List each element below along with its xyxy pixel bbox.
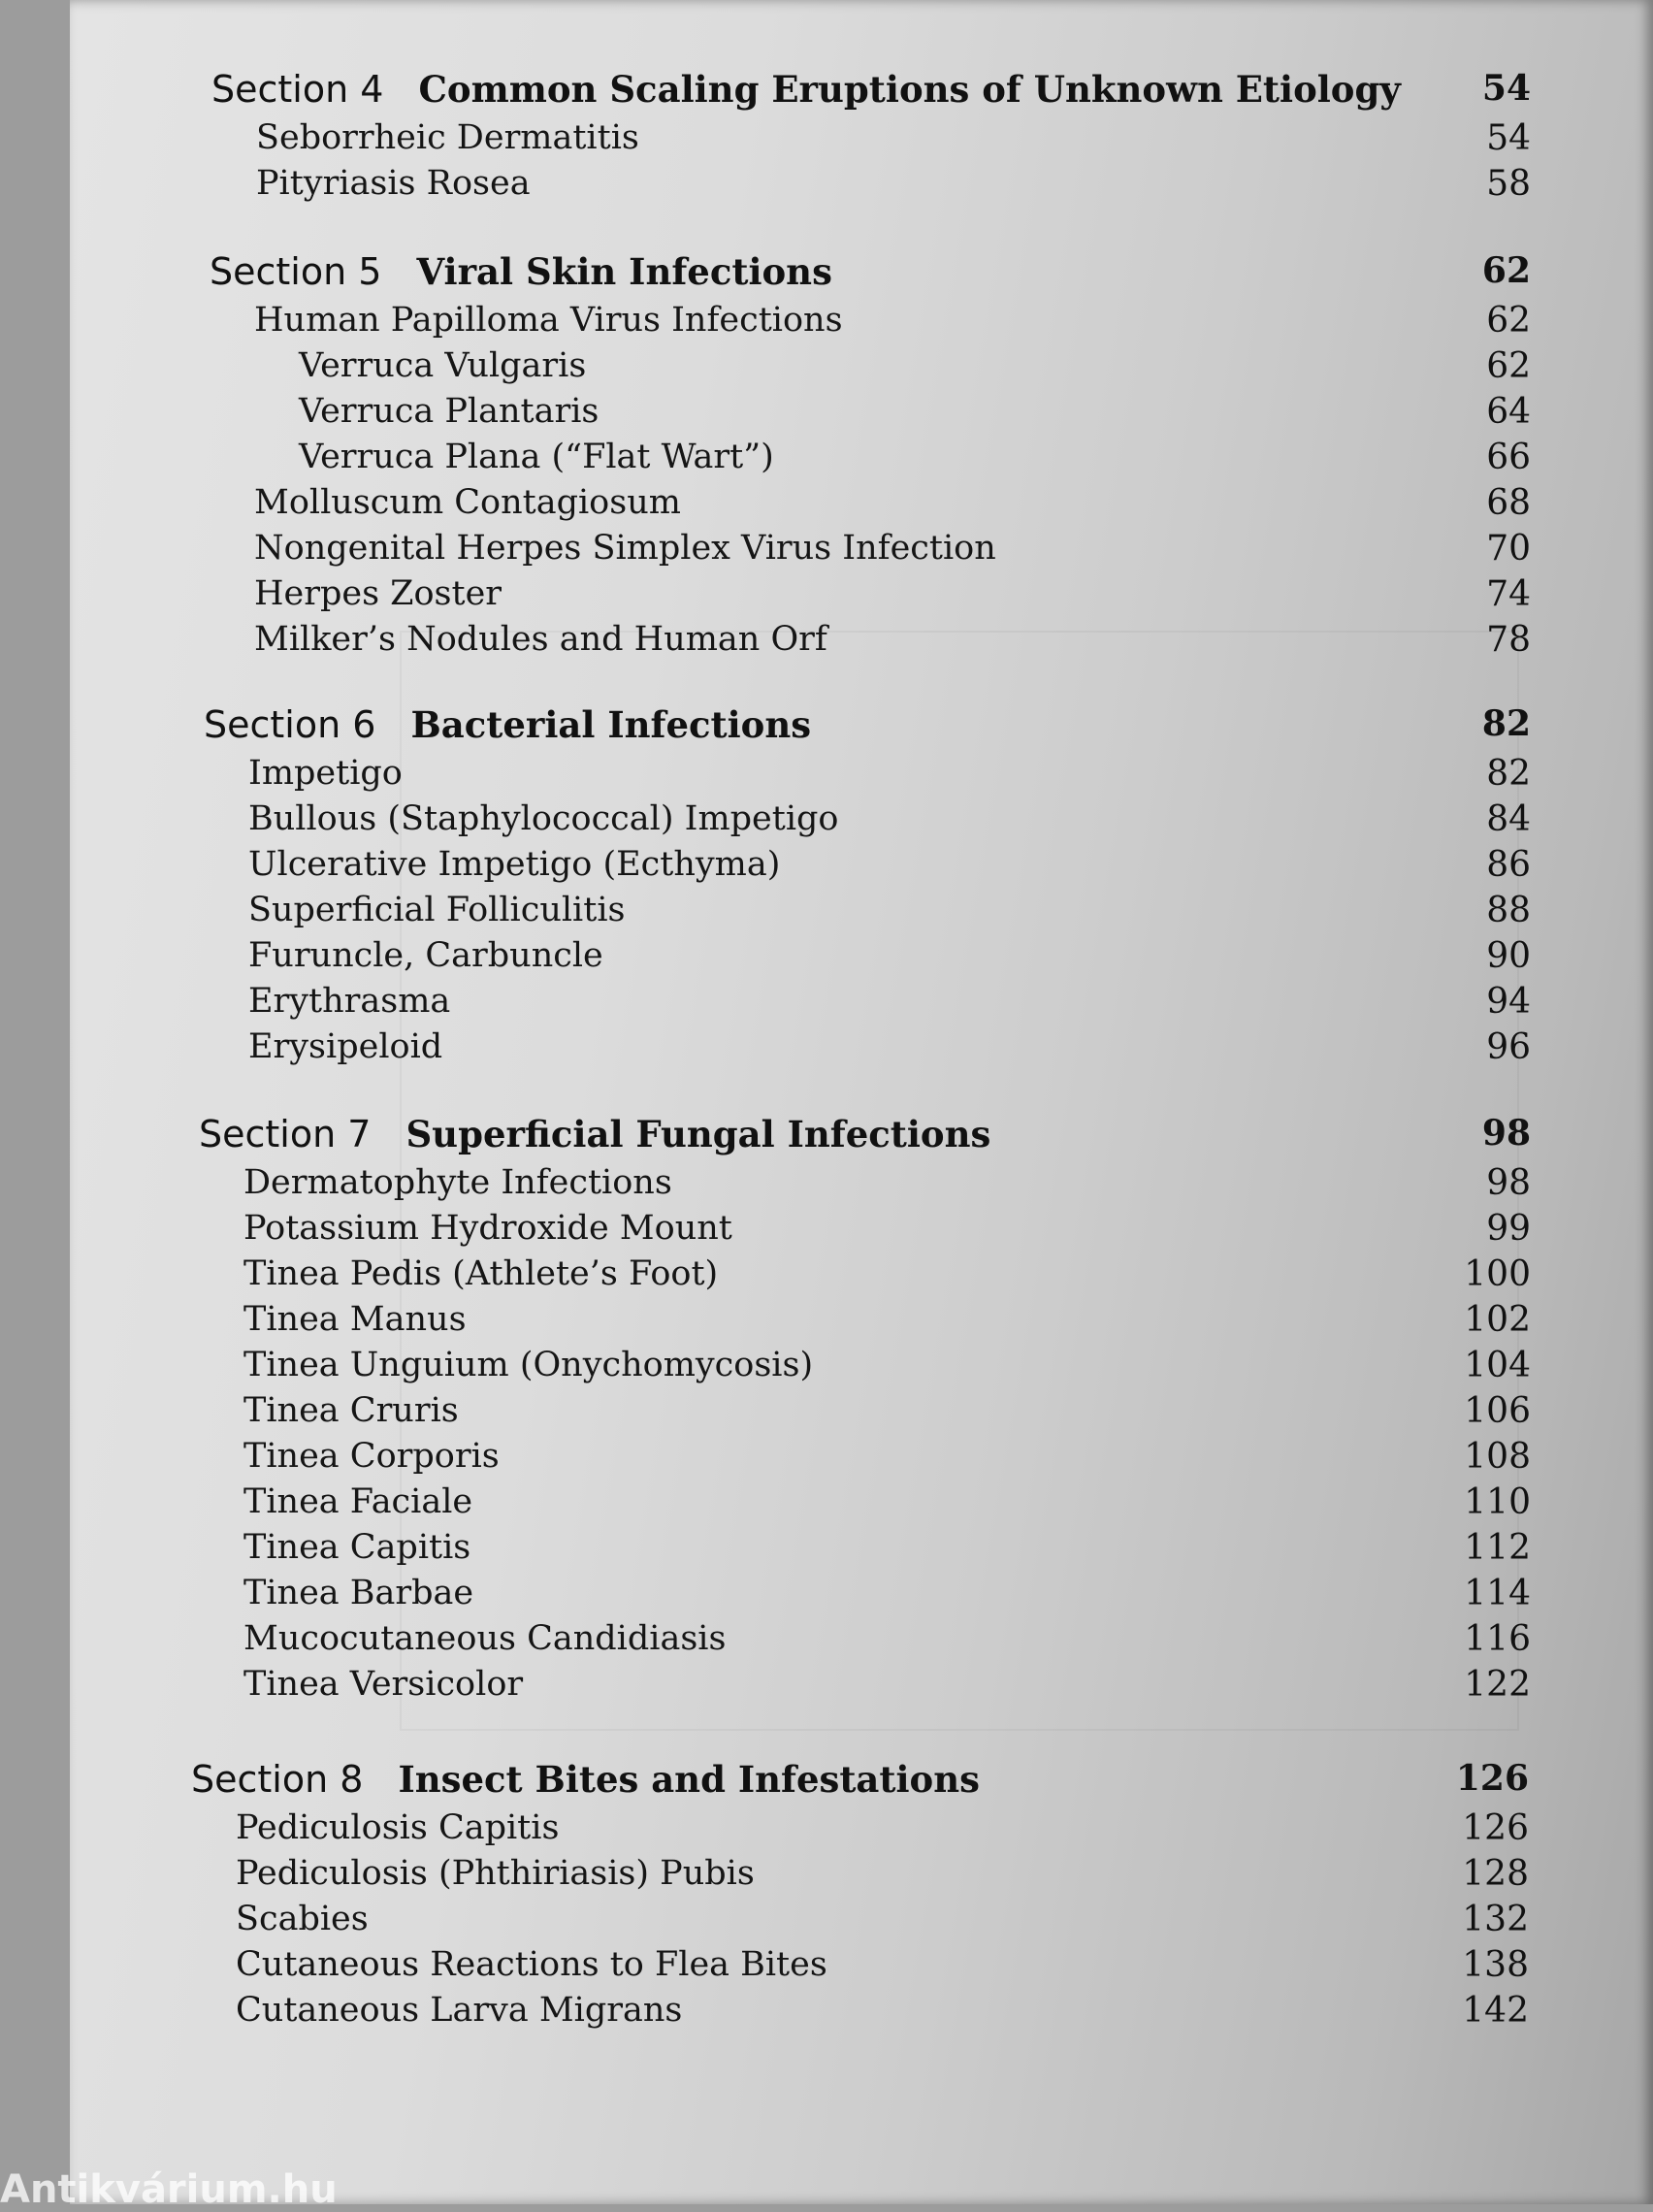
entry-page-number: 86	[1486, 845, 1531, 885]
toc-entry	[211, 164, 1531, 210]
toc-entry	[199, 1437, 1531, 1482]
entry-title: Nongenital Herpes Simplex Virus Infection	[254, 529, 996, 568]
section-heading	[191, 1758, 1529, 1808]
toc-section-5	[210, 250, 1531, 666]
entry-title: Scabies	[236, 1900, 369, 1938]
toc-entry	[204, 891, 1531, 936]
entry-page-number: 126	[1462, 1808, 1529, 1848]
toc-entry	[191, 1945, 1529, 1991]
toc-entry	[199, 1574, 1531, 1619]
entry-title: Tinea Pedis (Athlete’s Foot)	[243, 1254, 719, 1293]
entry-page-number: 58	[1486, 164, 1531, 204]
entry-title: Seborrheic Dermatitis	[256, 118, 639, 157]
section-title: Superficial Fungal Infections	[405, 1113, 991, 1155]
toc-entry	[210, 438, 1531, 483]
toc-entry	[199, 1482, 1531, 1528]
toc-entry	[210, 574, 1531, 620]
section-page-number: 98	[1481, 1113, 1531, 1154]
entry-title: Molluscum Contagiosum	[254, 483, 681, 522]
entry-title: Herpes Zoster	[254, 574, 502, 613]
toc-entry	[199, 1346, 1531, 1391]
toc-entry	[204, 1027, 1531, 1073]
entry-page-number: 114	[1464, 1574, 1531, 1613]
entry-page-number: 66	[1486, 438, 1531, 477]
entry-page-number: 104	[1464, 1346, 1531, 1385]
entry-title: Cutaneous Reactions to Flea Bites	[236, 1945, 827, 1984]
toc-entry	[199, 1619, 1531, 1665]
entry-page-number: 70	[1486, 529, 1531, 569]
section-number: Section 6	[204, 703, 376, 746]
toc-entry	[210, 620, 1531, 666]
entry-page-number: 138	[1462, 1945, 1529, 1985]
toc-entry	[210, 301, 1531, 346]
entry-title: Cutaneous Larva Migrans	[236, 1991, 683, 2030]
toc-entry	[191, 1854, 1529, 1900]
entry-title: Verruca Vulgaris	[299, 346, 587, 385]
entry-title: Dermatophyte Infections	[243, 1163, 672, 1202]
entry-title: Impetigo	[248, 754, 403, 793]
entry-title: Tinea Cruris	[243, 1391, 459, 1430]
section-number: Section 8	[191, 1758, 364, 1801]
entry-page-number: 108	[1464, 1437, 1531, 1477]
section-page-number: 82	[1481, 703, 1531, 744]
toc-entry	[211, 118, 1531, 164]
entry-title: Human Papilloma Virus Infections	[254, 301, 843, 340]
entry-page-number: 64	[1486, 392, 1531, 432]
toc-section-8	[191, 1758, 1529, 2036]
entry-page-number: 62	[1486, 346, 1531, 386]
section-heading	[211, 68, 1531, 118]
toc-entry	[210, 483, 1531, 529]
entry-page-number: 84	[1486, 799, 1531, 839]
toc-entry	[210, 392, 1531, 438]
entry-page-number: 88	[1486, 891, 1531, 930]
entry-page-number: 112	[1464, 1528, 1531, 1568]
entry-title: Potassium Hydroxide Mount	[243, 1209, 732, 1248]
section-heading	[199, 1113, 1531, 1163]
entry-page-number: 128	[1462, 1854, 1529, 1894]
section-page-number: 126	[1455, 1758, 1529, 1799]
entry-title: Pediculosis Capitis	[236, 1808, 560, 1847]
entry-title: Tinea Barbae	[243, 1574, 474, 1612]
toc-entry	[199, 1300, 1531, 1346]
entry-page-number: 102	[1464, 1300, 1531, 1340]
entry-title: Furuncle, Carbuncle	[248, 936, 603, 975]
entry-page-number: 142	[1462, 1991, 1529, 2031]
entry-title: Erythrasma	[248, 982, 451, 1021]
entry-title: Tinea Faciale	[243, 1482, 473, 1521]
section-page-number: 54	[1481, 68, 1531, 109]
entry-title: Tinea Corporis	[243, 1437, 500, 1476]
toc-entry	[204, 936, 1531, 982]
entry-title: Erysipeloid	[248, 1027, 443, 1066]
toc-section-7	[199, 1113, 1531, 1710]
entry-title: Tinea Versicolor	[243, 1665, 524, 1704]
entry-title: Superficial Folliculitis	[248, 891, 626, 929]
entry-page-number: 132	[1462, 1900, 1529, 1939]
toc-entry	[191, 1900, 1529, 1945]
toc-entry	[204, 754, 1531, 799]
toc-entry	[191, 1808, 1529, 1854]
entry-page-number: 62	[1486, 301, 1531, 341]
entry-page-number: 74	[1486, 574, 1531, 614]
entry-title: Verruca Plana (“Flat Wart”)	[299, 438, 774, 476]
entry-title: Tinea Manus	[243, 1300, 467, 1339]
toc-entry	[199, 1254, 1531, 1300]
entry-page-number: 122	[1464, 1665, 1531, 1705]
entry-title: Pityriasis Rosea	[256, 164, 531, 203]
toc-entry	[199, 1665, 1531, 1710]
entry-page-number: 68	[1486, 483, 1531, 523]
entry-title: Bullous (Staphylococcal) Impetigo	[248, 799, 839, 838]
entry-page-number: 90	[1486, 936, 1531, 976]
toc-entry	[199, 1163, 1531, 1209]
toc-entry	[204, 845, 1531, 891]
entry-page-number: 96	[1486, 1027, 1531, 1067]
toc-entry	[210, 529, 1531, 574]
entry-page-number: 54	[1486, 118, 1531, 158]
section-number: Section 5	[210, 250, 382, 293]
entry-page-number: 116	[1464, 1619, 1531, 1659]
toc-entry	[210, 346, 1531, 392]
entry-title: Mucocutaneous Candidiasis	[243, 1619, 727, 1658]
toc-section-6	[204, 703, 1531, 1073]
entry-page-number: 106	[1464, 1391, 1531, 1431]
toc-entry	[191, 1991, 1529, 2036]
watermark-text: Antikvárium.hu	[0, 2167, 338, 2212]
toc-entry	[204, 799, 1531, 845]
section-heading	[210, 250, 1531, 301]
entry-page-number: 110	[1464, 1482, 1531, 1522]
entry-title: Tinea Unguium (Onychomycosis)	[243, 1346, 814, 1384]
entry-page-number: 100	[1464, 1254, 1531, 1294]
section-title: Common Scaling Eruptions of Unknown Etiology	[418, 68, 1401, 111]
entry-title: Verruca Plantaris	[299, 392, 600, 431]
section-number: Section 4	[211, 68, 384, 111]
toc-entry	[199, 1209, 1531, 1254]
entry-title: Milker’s Nodules and Human Orf	[254, 620, 827, 659]
entry-page-number: 82	[1486, 754, 1531, 794]
section-title: Insect Bites and Infestations	[398, 1758, 980, 1801]
toc-entry	[204, 982, 1531, 1027]
section-title: Viral Skin Infections	[416, 250, 832, 293]
section-heading	[204, 703, 1531, 754]
section-title: Bacterial Infections	[410, 703, 812, 746]
entry-title: Tinea Capitis	[243, 1528, 471, 1567]
toc-section-4	[211, 68, 1531, 210]
entry-page-number: 94	[1486, 982, 1531, 1022]
entry-page-number: 78	[1486, 620, 1531, 660]
section-number: Section 7	[199, 1113, 372, 1155]
entry-page-number: 98	[1486, 1163, 1531, 1203]
toc-entry	[199, 1528, 1531, 1574]
toc-entry	[199, 1391, 1531, 1437]
entry-page-number: 99	[1486, 1209, 1531, 1249]
entry-title: Pediculosis (Phthiriasis) Pubis	[236, 1854, 755, 1893]
entry-title: Ulcerative Impetigo (Ecthyma)	[248, 845, 781, 884]
section-page-number: 62	[1481, 250, 1531, 291]
